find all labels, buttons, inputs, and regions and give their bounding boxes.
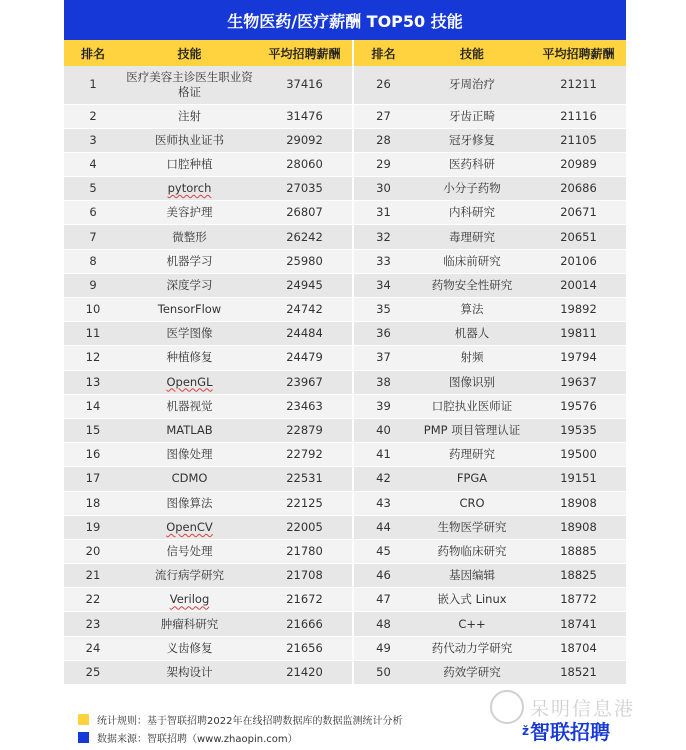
skill-cell: 基因编辑: [413, 564, 531, 588]
rank-cell: 19: [64, 515, 122, 539]
table-row: [64, 564, 626, 588]
column-header-rank: 排名: [64, 40, 122, 66]
salary-cell: 27035: [257, 177, 353, 201]
rank-cell: 4: [64, 152, 122, 176]
salary-cell: 18521: [531, 660, 626, 684]
skill-cell: PMP 项目管理认证: [413, 418, 531, 442]
rank-cell: 15: [64, 418, 122, 442]
table-row: [64, 418, 626, 442]
salary-cell: 23463: [257, 394, 353, 418]
salary-cell: 26807: [257, 201, 353, 225]
table-row: [64, 588, 626, 612]
skill-cell: 冠牙修复: [413, 128, 531, 152]
salary-cell: 24742: [257, 298, 353, 322]
salary-cell: 28060: [257, 152, 353, 176]
table-row: [64, 66, 626, 104]
salary-cell: 21211: [531, 66, 626, 104]
rank-cell: 8: [64, 249, 122, 273]
rank-cell: 38: [353, 370, 413, 394]
skill-cell: Verilog: [122, 588, 257, 612]
skill-cell: 微整形: [122, 225, 257, 249]
salary-cell: 22531: [257, 467, 353, 491]
table-row: [64, 660, 626, 684]
rank-cell: 49: [353, 636, 413, 660]
rank-cell: 46: [353, 564, 413, 588]
legend-item-source: [78, 728, 402, 746]
salary-cell: 21420: [257, 660, 353, 684]
table-row: [64, 201, 626, 225]
skill-cell: 药理研究: [413, 443, 531, 467]
watermark-circle-icon: [490, 690, 524, 724]
skill-cell: 机器学习: [122, 249, 257, 273]
salary-cell: 20106: [531, 249, 626, 273]
skill-cell: 临床前研究: [413, 249, 531, 273]
column-header-skill: 技能: [122, 40, 257, 66]
column-header-salary: 平均招聘薪酬: [531, 40, 626, 66]
rank-cell: 42: [353, 467, 413, 491]
skill-cell: 肿瘤科研究: [122, 612, 257, 636]
salary-cell: 24484: [257, 322, 353, 346]
salary-cell: 29092: [257, 128, 353, 152]
skill-cell: 美容护理: [122, 201, 257, 225]
skill-cell: 机器视觉: [122, 394, 257, 418]
rank-cell: 17: [64, 467, 122, 491]
table-row: [64, 612, 626, 636]
zhaopin-logo: [522, 716, 610, 745]
table-row: [64, 249, 626, 273]
rank-cell: 22: [64, 588, 122, 612]
salary-cell: 20014: [531, 273, 626, 297]
salary-cell: 20671: [531, 201, 626, 225]
table-row: [64, 152, 626, 176]
skill-cell: 牙周治疗: [413, 66, 531, 104]
blue-square-icon: [78, 732, 89, 743]
rank-cell: 10: [64, 298, 122, 322]
salary-ranking-table: [64, 40, 626, 685]
skill-cell: 注射: [122, 104, 257, 128]
rank-cell: 47: [353, 588, 413, 612]
rank-cell: 50: [353, 660, 413, 684]
skill-cell: 药物安全性研究: [413, 273, 531, 297]
rank-cell: 48: [353, 612, 413, 636]
column-header-skill: 技能: [413, 40, 531, 66]
salary-cell: 21666: [257, 612, 353, 636]
skill-cell: 图像处理: [122, 443, 257, 467]
rank-cell: 28: [353, 128, 413, 152]
salary-cell: 21116: [531, 104, 626, 128]
skill-cell: 医疗美容主诊医生职业资格证: [122, 66, 257, 104]
skill-cell: 小分子药物: [413, 177, 531, 201]
table-row: [64, 636, 626, 660]
rank-cell: 26: [353, 66, 413, 104]
rank-cell: 6: [64, 201, 122, 225]
legend-source-text: 数据来源：智联招聘（www.zhaopin.com）: [97, 733, 298, 745]
skill-cell: 机器人: [413, 322, 531, 346]
table-row: [64, 177, 626, 201]
skill-cell: 信号处理: [122, 539, 257, 563]
skill-cell: 医药科研: [413, 152, 531, 176]
skill-cell: 牙齿正畸: [413, 104, 531, 128]
skill-cell: 种植修复: [122, 346, 257, 370]
rank-cell: 33: [353, 249, 413, 273]
page-title: 生物医药/医疗薪酬 TOP50 技能: [64, 0, 626, 40]
rank-cell: 39: [353, 394, 413, 418]
salary-cell: 23967: [257, 370, 353, 394]
table-row: [64, 273, 626, 297]
salary-cell: 26242: [257, 225, 353, 249]
logo-mark-icon: ž: [522, 723, 529, 738]
rank-cell: 41: [353, 443, 413, 467]
table-row: [64, 128, 626, 152]
skill-cell: 嵌入式 Linux: [413, 588, 531, 612]
rank-cell: 32: [353, 225, 413, 249]
legend-rule-text: 统计规则：基于智联招聘2022年在线招聘数据库的数据监测统计分析: [97, 715, 403, 727]
salary-cell: 19637: [531, 370, 626, 394]
skill-cell: FPGA: [413, 467, 531, 491]
salary-cell: 18741: [531, 612, 626, 636]
rank-cell: 20: [64, 539, 122, 563]
table-row: [64, 225, 626, 249]
skill-cell: 图像识别: [413, 370, 531, 394]
rank-cell: 25: [64, 660, 122, 684]
skill-cell: 生物医学研究: [413, 515, 531, 539]
salary-cell: 21708: [257, 564, 353, 588]
skill-cell: 内科研究: [413, 201, 531, 225]
rank-cell: 1: [64, 66, 122, 104]
rank-cell: 44: [353, 515, 413, 539]
salary-cell: 21656: [257, 636, 353, 660]
salary-cell: 24945: [257, 273, 353, 297]
rank-cell: 24: [64, 636, 122, 660]
salary-cell: 25980: [257, 249, 353, 273]
salary-cell: 18825: [531, 564, 626, 588]
rank-cell: 36: [353, 322, 413, 346]
table-row: [64, 515, 626, 539]
salary-cell: 22125: [257, 491, 353, 515]
skill-cell: 医师执业证书: [122, 128, 257, 152]
salary-cell: 22879: [257, 418, 353, 442]
legend: [78, 710, 402, 746]
skill-cell: 药物临床研究: [413, 539, 531, 563]
logo-text: 智联招聘: [529, 720, 610, 744]
rank-cell: 21: [64, 564, 122, 588]
table-row: [64, 491, 626, 515]
skill-cell: C++: [413, 612, 531, 636]
table-row: [64, 104, 626, 128]
salary-cell: 21672: [257, 588, 353, 612]
salary-cell: 18885: [531, 539, 626, 563]
skill-cell: 算法: [413, 298, 531, 322]
rank-cell: 13: [64, 370, 122, 394]
rank-cell: 18: [64, 491, 122, 515]
yellow-square-icon: [78, 714, 89, 725]
salary-cell: 22792: [257, 443, 353, 467]
skill-cell: 口腔执业医师证: [413, 394, 531, 418]
column-header-rank: 排名: [353, 40, 413, 66]
skill-cell: 药代动力学研究: [413, 636, 531, 660]
rank-cell: 2: [64, 104, 122, 128]
table-row: [64, 443, 626, 467]
rank-cell: 23: [64, 612, 122, 636]
salary-cell: 20989: [531, 152, 626, 176]
table-row: [64, 346, 626, 370]
salary-cell: 18908: [531, 491, 626, 515]
rank-cell: 3: [64, 128, 122, 152]
rank-cell: 37: [353, 346, 413, 370]
salary-cell: 18704: [531, 636, 626, 660]
rank-cell: 27: [353, 104, 413, 128]
skill-cell: 药效学研究: [413, 660, 531, 684]
rank-cell: 31: [353, 201, 413, 225]
table-row: [64, 467, 626, 491]
skill-cell: 架构设计: [122, 660, 257, 684]
skill-cell: 图像算法: [122, 491, 257, 515]
skill-cell: CDMO: [122, 467, 257, 491]
salary-cell: 19576: [531, 394, 626, 418]
skill-cell: 深度学习: [122, 273, 257, 297]
skill-cell: 流行病学研究: [122, 564, 257, 588]
skill-cell: 医学图像: [122, 322, 257, 346]
skill-cell: 口腔种植: [122, 152, 257, 176]
watermark-text: 呆明信息港: [530, 697, 636, 720]
salary-cell: 31476: [257, 104, 353, 128]
salary-cell: 18772: [531, 588, 626, 612]
table-row: [64, 370, 626, 394]
skill-cell: 射频: [413, 346, 531, 370]
rank-cell: 5: [64, 177, 122, 201]
rank-cell: 30: [353, 177, 413, 201]
salary-cell: 22005: [257, 515, 353, 539]
rank-cell: 14: [64, 394, 122, 418]
salary-cell: 19811: [531, 322, 626, 346]
skill-cell: CRO: [413, 491, 531, 515]
salary-cell: 19535: [531, 418, 626, 442]
rank-cell: 9: [64, 273, 122, 297]
salary-cell: 37416: [257, 66, 353, 104]
rank-cell: 11: [64, 322, 122, 346]
rank-cell: 34: [353, 273, 413, 297]
skill-cell: TensorFlow: [122, 298, 257, 322]
salary-cell: 19151: [531, 467, 626, 491]
table-row: [64, 298, 626, 322]
rank-cell: 45: [353, 539, 413, 563]
rank-cell: 43: [353, 491, 413, 515]
salary-cell: 24479: [257, 346, 353, 370]
skill-cell: 毒理研究: [413, 225, 531, 249]
rank-cell: 40: [353, 418, 413, 442]
rank-cell: 12: [64, 346, 122, 370]
rank-cell: 35: [353, 298, 413, 322]
salary-cell: 19500: [531, 443, 626, 467]
table-row: [64, 539, 626, 563]
salary-cell: 21780: [257, 539, 353, 563]
skill-cell: 义齿修复: [122, 636, 257, 660]
skill-cell: OpenGL: [122, 370, 257, 394]
skill-cell: pytorch: [122, 177, 257, 201]
salary-cell: 21105: [531, 128, 626, 152]
legend-item-rule: [78, 710, 402, 728]
table-header-row: [64, 40, 626, 66]
salary-cell: 20651: [531, 225, 626, 249]
rank-cell: 7: [64, 225, 122, 249]
table-row: [64, 394, 626, 418]
skill-cell: OpenCV: [122, 515, 257, 539]
table-row: [64, 322, 626, 346]
salary-cell: 19794: [531, 346, 626, 370]
salary-cell: 19892: [531, 298, 626, 322]
column-header-salary: 平均招聘薪酬: [257, 40, 353, 66]
salary-cell: 18908: [531, 515, 626, 539]
salary-cell: 20686: [531, 177, 626, 201]
rank-cell: 16: [64, 443, 122, 467]
rank-cell: 29: [353, 152, 413, 176]
skill-cell: MATLAB: [122, 418, 257, 442]
